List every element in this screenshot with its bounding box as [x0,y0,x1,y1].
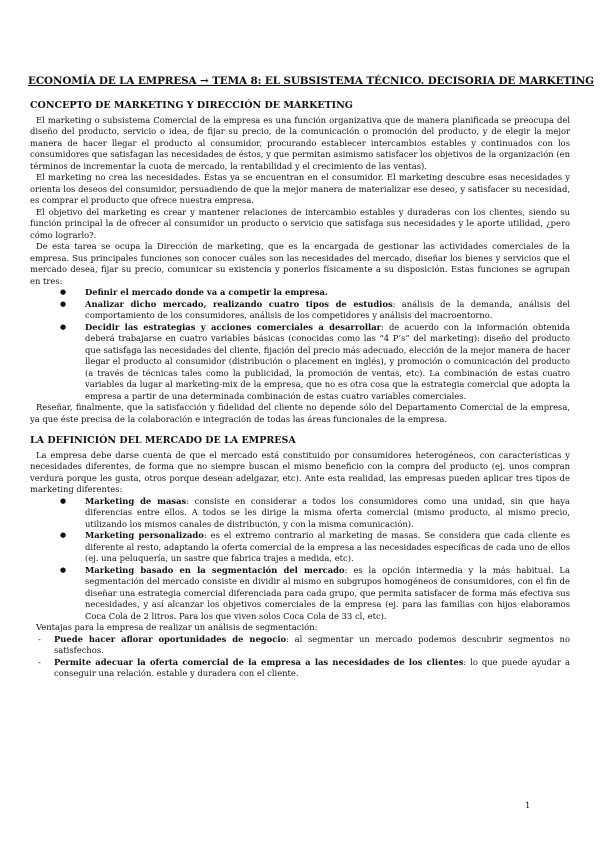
list-item-bold: Puede hacer aflorar oportunidades de negocio [54,633,287,644]
list-item-bold: Marketing de masas [85,495,187,506]
list-item [85,287,570,299]
list-item [85,322,570,403]
list-item [54,657,570,680]
list-item-text: : es el extremo contrario al marketing de masas. Se considera que cada cliente es diferente al resto, adaptando la oferta comercial de la empresa a las necesidades específicas de cada uno de ellos (ej. una peluquería, un sastre que fabrica trajes a medida, etc). [85,530,570,563]
document-title: ECONOMÍA DE LA EMPRESA → TEMA 8: EL SUBSISTEMA TÉCNICO. DECISORIA DE MARKETING [28,75,594,87]
list-item [54,634,570,657]
list-item-text: : consiste en considerar a todos los consumidores como una unidad, sin que haya diferencias entre ellos. A todos se les dirige la misma oferta comercial (mismo producto, al mismo precio, utilizando los mismos canales de distribución, y con la misma comunicación). [85,495,570,529]
paragraph: Ventajas para la empresa de realizar un análisis de segmentación: [36,622,318,632]
list-item-text: : lo que puede ayudar a conseguir una relación. estable y duradera con el cliente. [54,656,571,678]
list-item-text: : análisis de la demanda, análisis del comportamiento de los consumidores, análisis de los competidores y análisis del macroentorno. [85,298,570,320]
document-body [30,100,570,680]
list-item-bold: Permite adecuar la oferta comercial de la empresa a las necesidades de los clientes [54,656,464,667]
list-item-bold: Analizar dicho mercado, realizando cuatro tipos de estudios [85,298,393,309]
list-item [85,530,570,565]
paragraph: El objetivo del marketing es crear y mantener relaciones de intercambio estables y duraderas con los clientes, siendo su función principal la de ofrecer al consumidor un producto o servicio que satisfaga sus necesidades y le aporte utilidad, ¿pero cómo lograrlo?. [30,206,570,240]
list-item-text: : de acuerdo con la información obtenida deberá trabajarse en cuatro variables básicas (conocidas como las “4 P’s” del marketing): diseño del producto que satisfaga las necesidades del cliente, fijación del precio más adecuado, elección de la mejor manera de hacer llegar el producto al consumidor (distribución o placement en inglés), y promoción o comunicación del producto (a través de técnicas tales como la publicidad, la promoción de ventas, etc). La combinación de estas cuatro variables da lugar al marketing-mix de la empresa, que no es otra cosa que la estrategia comercial que adopta la empresa a partir de una determinada combinación de estas cuatro variables comerciales. [85,321,570,401]
paragraph: El marketing o subsistema Comercial de la empresa es una función organizativa que de manera planificada se preocupa del diseño del producto, servicio o idea, de fijar su precio, de la comunicación o promoción del producto, y de elegir la mejor manera de hacer llegar el producto al consumidor, procurando establecer intercambios estables y continuados con los consumidores que satisfagan las necesidades de éstos, y que permitan asimismo satisfacer los objetivos de la organización (en términos de incrementar la cuota de mercado, la rentabilidad y el crecimiento de las ventas). [30,114,570,171]
section-heading-marketing-concept: CONCEPTO DE MARKETING Y DIRECCIÓN DE MARKETING [30,100,353,111]
list-item-bold: Decidir las estrategias y acciones comerciales a desarrollar [85,321,382,332]
list-item [85,496,570,531]
list-item [85,299,570,322]
section-spacer [30,425,570,435]
page-number: 1 [525,801,531,811]
paragraph: De esta tarea se ocupa la Dirección de marketing, que es la encargada de gestionar las actividades comerciales de la empresa. Sus principales funciones son conocer cuáles son las necesidades del mercado, diseñar los bienes y servicios que el mercado desea, fijar su precio, comunicar su existencia y ponerlos físicamente a su disposición. Estas funciones se agrupan en tres: [30,241,570,286]
advantages-list [30,634,570,680]
marketing-types-list [30,496,570,623]
list-item-text: : al segmentar un mercado podemos descubrir segmentos no satisfechos. [54,633,570,655]
functions-list [30,287,570,402]
list-item-bold: Marketing personalizado [85,530,204,540]
paragraph: La empresa debe darse cuenta de que el mercado está constituido por consumidores heterogéneos, con características y necesidades diferentes, de forma que no siempre buscan el mismo beneficio con la compra del producto (ej. unos compran verdura porque les gusta, otros porque desean adelgazar, etc). Ante esta realidad, las empresas pueden aplicar tres tipos de marketing diferentes: [30,449,570,494]
section-heading-market-definition: LA DEFINICIÓN DEL MERCADO DE LA EMPRESA [30,435,296,446]
list-item-text: : es la opción intermedia y la más habitual. La segmentación del mercado consiste en dividir al mismo en subgrupos homogéneos de consumidores, con el fin de diseñar una estrategia comercial diferenciada para cada grupo, que permita satisfacer de forma más efectiva sus necesidades, y así alcanzar los objetivos comerciales de la empresa (ej. para las familias con hijos elaboramos Coca Cola de 2 litros. Para los que viven solos Coca Cola de 33 cl, etc). [85,564,570,621]
list-item-bold: Definir el mercado donde va a competir la empresa. [85,287,328,297]
list-item [85,565,570,623]
list-item-bold: Marketing basado en la segmentación del mercado [85,564,345,575]
paragraph: El marketing no crea las necesidades. Éstas ya se encuentran en el consumidor. El marketing descubre esas necesidades y orienta los deseos del consumidor, persuadiendo de que la mejor manera de materializar ese deseo, y satisfacer su necesidad, es comprar el producto que ofrece nuestra empresa. [30,172,570,205]
paragraph: Reseñar, finalmente, que la satisfacción y fidelidad del cliente no depende sólo del Departamento Comercial de la empresa, ya que éste precisa de la colaboración e integración de todas las áreas funcionales de la empresa. [30,402,570,424]
